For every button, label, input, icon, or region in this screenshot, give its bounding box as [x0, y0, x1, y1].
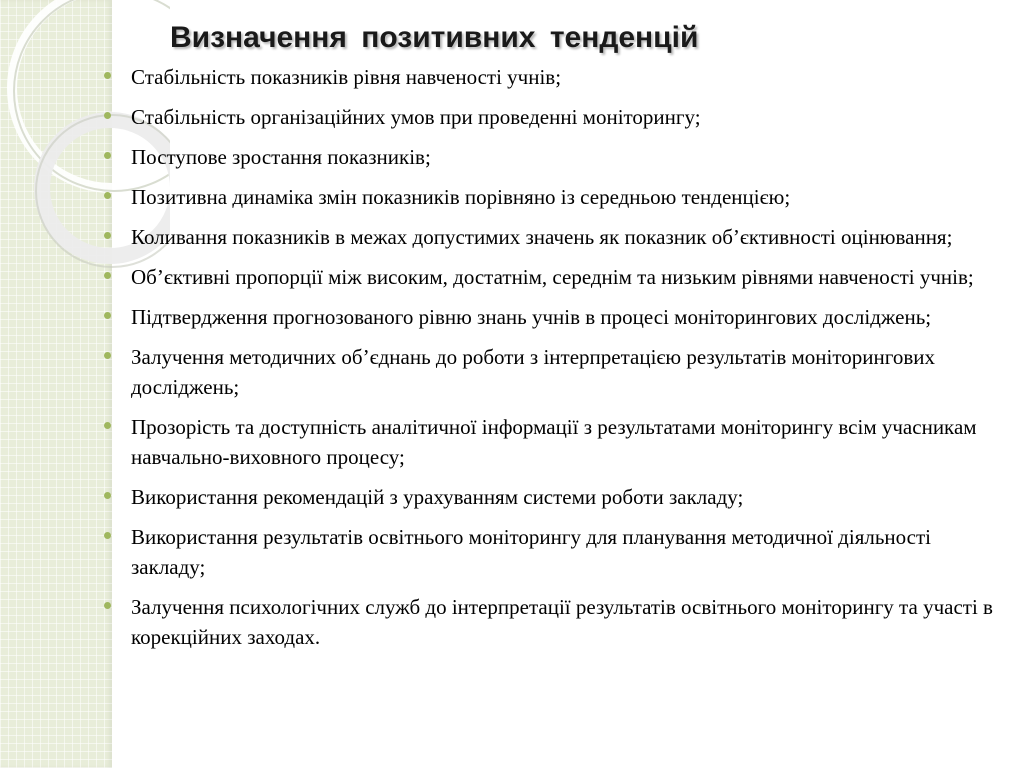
slide-title: Визначення позитивних тенденцій — [170, 21, 699, 54]
list-item — [131, 222, 1001, 252]
bullet-icon — [104, 232, 111, 239]
list-item-text: Поступове зростання показників; — [131, 145, 431, 169]
list-item-text: Прозорість та доступність аналітичної інформації з результатами моніторингу всім учасникам навчально-виховного процесу; — [131, 415, 977, 469]
list-item-text: Позитивна динаміка змін показників порівняно із середньою тенденцією; — [131, 185, 791, 209]
bullet-icon — [104, 312, 111, 319]
list-item-text: Підтвердження прогнозованого рівню знань учнів в процесі моніторингових досліджень; — [131, 305, 932, 329]
list-item-text: Залучення методичних об’єднань до роботи з інтерпретацією результатів моніторингових досліджень; — [131, 345, 935, 399]
list-item-text: Коливання показників в межах допустимих значень як показник об’єктивності оцінювання; — [131, 225, 953, 249]
list-item — [131, 592, 1001, 652]
bullet-icon — [104, 192, 111, 199]
list-item-text: Залучення психологічних служб до інтерпретації результатів освітнього моніторингу та участі в корекційних заходах. — [131, 595, 993, 649]
bullet-icon — [104, 352, 111, 359]
list-item — [131, 62, 1001, 92]
bullet-icon — [104, 112, 111, 119]
bullet-list — [131, 62, 1001, 662]
list-item — [131, 412, 1001, 472]
list-item — [131, 482, 1001, 512]
list-item — [131, 102, 1001, 132]
list-item-text: Стабільність показників рівня навченості учнів; — [131, 65, 562, 89]
bullet-icon — [104, 602, 111, 609]
list-item-text: Об’єктивні пропорції між високим, достатнім, середнім та низьким рівнями навченості учнів; — [131, 265, 974, 289]
bullet-icon — [104, 492, 111, 499]
list-item — [131, 302, 1001, 332]
bullet-icon — [104, 422, 111, 429]
bullet-icon — [104, 72, 111, 79]
bullet-icon — [104, 152, 111, 159]
list-item — [131, 182, 1001, 212]
list-item-text: Використання рекомендацій з урахуванням системи роботи закладу; — [131, 485, 744, 509]
list-item — [131, 262, 1001, 292]
list-item-text: Використання результатів освітнього моніторингу для планування методичної діяльності закладу; — [131, 525, 931, 579]
bullet-icon — [104, 272, 111, 279]
bullet-icon — [104, 532, 111, 539]
list-item — [131, 522, 1001, 582]
list-item — [131, 142, 1001, 172]
list-item-text: Стабільність організаційних умов при проведенні моніторингу; — [131, 105, 701, 129]
list-item — [131, 342, 1001, 402]
